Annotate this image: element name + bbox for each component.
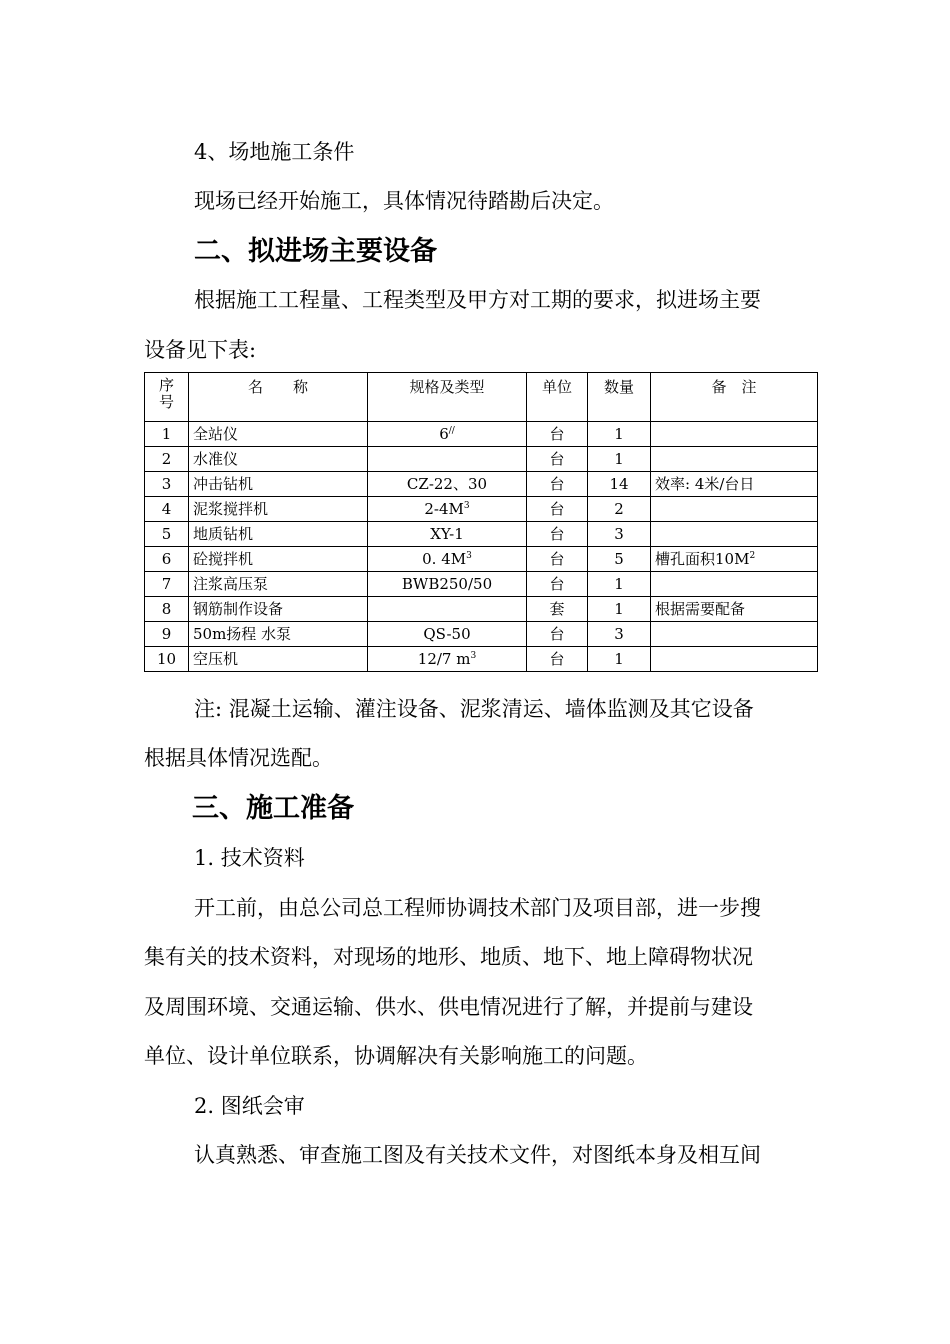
cell-no-text: 6 [161, 549, 172, 568]
cell-no-text: 10 [156, 649, 177, 668]
cell-remark [651, 547, 818, 572]
subsection-title: 1. 技术资料 [194, 846, 305, 870]
cell-spec-text: 0. 4M [422, 549, 467, 568]
cell-spec-text: BWB250/50 [401, 574, 493, 593]
note-line: 根据具体情况选配。 [144, 746, 333, 770]
cell-remark [651, 472, 818, 497]
cell-qty [588, 622, 651, 647]
cell-name-text: 空压机 [193, 649, 239, 668]
table-row [145, 547, 818, 572]
table-row [145, 522, 818, 547]
cell-unit [527, 422, 588, 447]
cell-spec-text: QS-50 [423, 624, 471, 643]
cell-no-text: 4 [161, 499, 172, 518]
header-no-line2: 号 [158, 392, 174, 411]
paragraph-line: 根据施工工程量、工程类型及甲方对工期的要求，拟进场主要 [194, 288, 761, 312]
cell-spec [368, 497, 527, 522]
cell-spec [368, 572, 527, 597]
cell-unit-text: 台 [549, 574, 565, 593]
cell-spec [368, 622, 527, 647]
cell-remark [651, 447, 818, 472]
cell-remark [651, 647, 818, 672]
cell-spec [368, 647, 527, 672]
subsection-title: 2. 图纸会审 [194, 1094, 305, 1118]
header-remark: 备 注 [651, 373, 818, 422]
cell-spec-superscript: // [448, 425, 455, 436]
cell-qty [588, 522, 651, 547]
cell-no-text: 2 [161, 449, 172, 468]
cell-spec [368, 422, 527, 447]
cell-name-text: 冲击钻机 [193, 474, 254, 493]
cell-spec-text: 2-4M [424, 499, 464, 518]
header-name: 名 称 [189, 373, 368, 422]
cell-no [145, 647, 189, 672]
cell-qty [588, 572, 651, 597]
cell-qty [588, 547, 651, 572]
cell-name-text: 全站仪 [193, 424, 239, 443]
cell-name [189, 572, 368, 597]
cell-name-text: 注浆高压泵 [193, 574, 269, 593]
cell-remark [651, 497, 818, 522]
header-no-line1: 序 [158, 376, 174, 394]
cell-remark-text: 槽孔面积10M [655, 549, 750, 568]
cell-no [145, 572, 189, 597]
cell-no-text: 8 [161, 599, 172, 618]
cell-no [145, 447, 189, 472]
cell-no [145, 597, 189, 622]
cell-spec [368, 522, 527, 547]
cell-qty [588, 472, 651, 497]
cell-unit-text: 台 [549, 499, 565, 518]
table-row [145, 622, 818, 647]
paragraph-line: 认真熟悉、审查施工图及有关技术文件，对图纸本身及相互间 [194, 1143, 761, 1167]
cell-spec [368, 472, 527, 497]
paragraph-line: 设备见下表: [144, 338, 257, 362]
cell-no-text: 3 [161, 474, 172, 493]
table-header-row [145, 373, 818, 422]
table-row [145, 447, 818, 472]
header-no [145, 373, 189, 422]
cell-spec-text: 12/7 m [417, 649, 471, 668]
cell-unit [527, 622, 588, 647]
cell-name-text: 水准仪 [193, 449, 239, 468]
cell-remark [651, 597, 818, 622]
cell-remark [651, 522, 818, 547]
cell-spec [368, 597, 527, 622]
cell-unit [527, 597, 588, 622]
cell-qty-text: 3 [614, 624, 624, 643]
section-heading: 三、施工准备 [192, 793, 354, 824]
cell-spec [368, 447, 527, 472]
cell-qty-text: 5 [614, 549, 624, 568]
cell-unit [527, 472, 588, 497]
cell-unit [527, 522, 588, 547]
cell-unit-text: 套 [549, 599, 565, 618]
cell-qty-text: 1 [614, 599, 624, 618]
header-unit: 单位 [527, 373, 588, 422]
table-row [145, 422, 818, 447]
cell-spec-text: 6 [439, 424, 449, 443]
paragraph: 现场已经开始施工，具体情况待踏勘后决定。 [194, 189, 614, 213]
cell-no [145, 622, 189, 647]
table-row [145, 572, 818, 597]
cell-no [145, 522, 189, 547]
cell-no-text: 1 [161, 424, 172, 443]
cell-unit [527, 547, 588, 572]
cell-name-text: 地质钻机 [193, 524, 254, 543]
cell-name [189, 422, 368, 447]
cell-no [145, 472, 189, 497]
header-spec: 规格及类型 [368, 373, 527, 422]
cell-name [189, 472, 368, 497]
cell-name [189, 497, 368, 522]
cell-spec-text: XY-1 [430, 524, 464, 543]
cell-qty-text: 2 [614, 499, 624, 518]
paragraph-line: 及周围环境、交通运输、供水、供电情况进行了解，并提前与建设 [144, 995, 753, 1019]
table-row [145, 497, 818, 522]
cell-unit [527, 572, 588, 597]
cell-no [145, 497, 189, 522]
cell-qty [588, 422, 651, 447]
cell-qty [588, 647, 651, 672]
cell-no-text: 9 [161, 624, 172, 643]
cell-name-text: 砼搅拌机 [193, 549, 254, 568]
cell-name [189, 547, 368, 572]
cell-unit-text: 台 [549, 624, 565, 643]
cell-no-text: 7 [161, 574, 172, 593]
cell-qty-text: 1 [614, 424, 624, 443]
cell-qty-text: 1 [614, 649, 624, 668]
paragraph-line: 集有关的技术资料，对现场的地形、地质、地下、地上障碍物状况 [144, 945, 753, 969]
cell-unit-text: 台 [549, 474, 565, 493]
cell-name [189, 522, 368, 547]
cell-unit [527, 497, 588, 522]
cell-remark [651, 622, 818, 647]
cell-name-text: 50m扬程 水泵 [193, 624, 292, 643]
cell-remark [651, 422, 818, 447]
cell-name [189, 622, 368, 647]
header-qty: 数量 [588, 373, 651, 422]
cell-unit-text: 台 [549, 524, 565, 543]
cell-name [189, 447, 368, 472]
cell-unit-text: 台 [549, 424, 565, 443]
table-row [145, 647, 818, 672]
cell-remark-text: 根据需要配备 [655, 599, 746, 618]
cell-qty-text: 3 [614, 524, 624, 543]
cell-name-text: 泥浆搅拌机 [193, 499, 269, 518]
cell-name-text: 钢筋制作设备 [193, 599, 284, 618]
cell-qty [588, 497, 651, 522]
cell-unit-text: 台 [549, 549, 565, 568]
cell-qty-text: 14 [609, 474, 629, 493]
cell-name [189, 647, 368, 672]
cell-spec-text: CZ-22、30 [406, 474, 488, 493]
cell-remark [651, 572, 818, 597]
note-line: 注: 混凝土运输、灌注设备、泥浆清运、墙体监测及其它设备 [194, 697, 754, 721]
cell-spec-superscript: 3 [463, 500, 470, 511]
cell-remark-superscript: 2 [749, 550, 756, 561]
equipment-table [144, 372, 818, 672]
cell-no-text: 5 [161, 524, 172, 543]
cell-unit [527, 647, 588, 672]
cell-unit [527, 447, 588, 472]
cell-qty-text: 1 [614, 449, 624, 468]
cell-no [145, 547, 189, 572]
paragraph-line: 开工前，由总公司总工程师协调技术部门及项目部，进一步搜 [194, 896, 761, 920]
cell-name [189, 597, 368, 622]
cell-spec-superscript: 3 [466, 550, 472, 561]
cell-unit-text: 台 [549, 649, 565, 668]
cell-spec-superscript: 3 [470, 650, 477, 661]
subsection-title: 4、场地施工条件 [194, 140, 355, 164]
cell-remark-text: 效率: 4米/台日 [655, 474, 755, 493]
cell-qty [588, 447, 651, 472]
paragraph-line: 单位、设计单位联系，协调解决有关影响施工的问题。 [144, 1044, 648, 1068]
cell-qty-text: 1 [614, 574, 624, 593]
table-row [145, 472, 818, 497]
cell-qty [588, 597, 651, 622]
cell-unit-text: 台 [549, 449, 565, 468]
section-heading: 二、拟进场主要设备 [194, 236, 437, 267]
cell-spec [368, 547, 527, 572]
cell-no [145, 422, 189, 447]
table-row [145, 597, 818, 622]
